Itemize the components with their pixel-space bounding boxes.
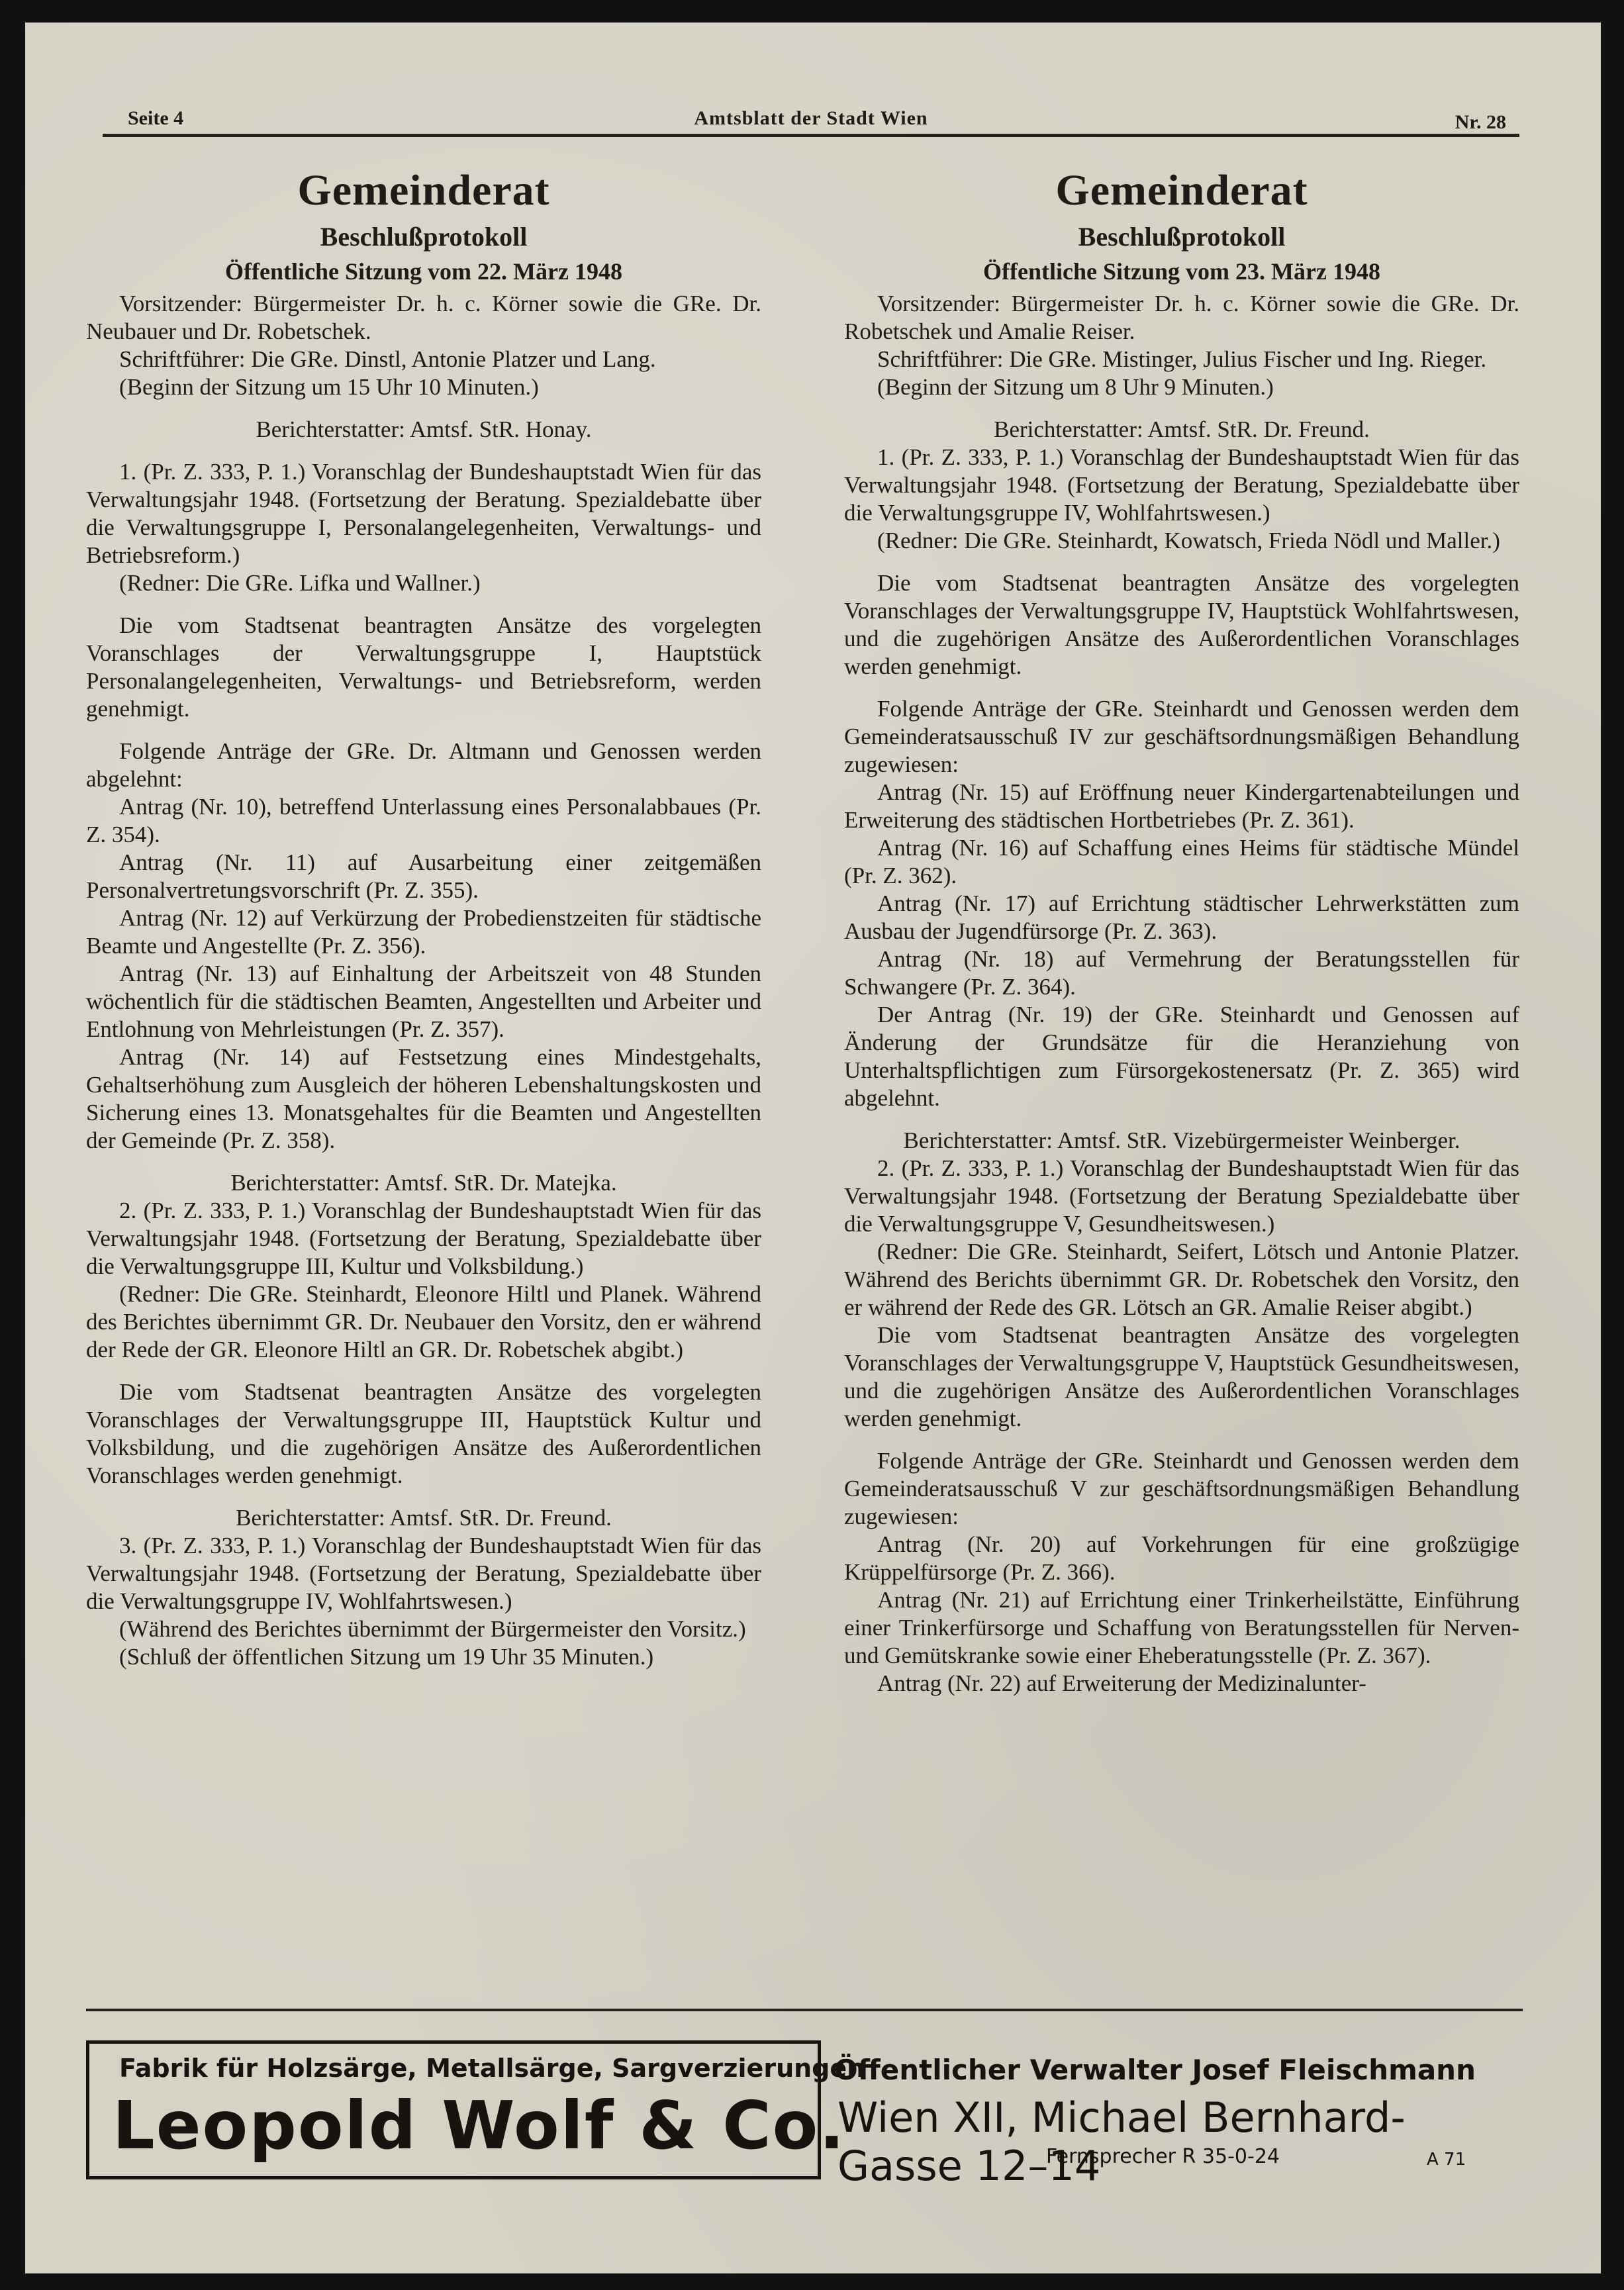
rapporteur-line: Berichterstatter: Amtsf. StR. Dr. Freund. (236, 1505, 612, 1531)
paragraph: (Redner: Die GRe. Steinhardt, Kowatsch, Frieda Nödl und Maller.) (877, 528, 1500, 553)
paragraph: (Redner: Die GRe. Lifka und Wallner.) (119, 570, 481, 596)
ad-phone: Fernsprecher R 35-0-24 (1046, 2145, 1280, 2168)
paragraph: Der Antrag (Nr. 19) der GRe. Steinhardt und Genossen auf Änderung der Grundsätze für die Heranziehung von Unterhaltspflichtigen zum Fürsorgekostenersatz (Pr. Z. 365) wird abgelehnt. (844, 1002, 1519, 1111)
paragraph: (Während des Berichtes übernimmt der Bürgermeister den Vorsitz.) (119, 1616, 746, 1642)
paragraph: (Beginn der Sitzung um 8 Uhr 9 Minuten.) (877, 374, 1274, 400)
paragraph: 3. (Pr. Z. 333, P. 1.) Voranschlag der Bundeshauptstadt Wien für das Verwaltungsjahr 1948. (Fortsetzung der Beratung, Spezialdebatte über die Verwaltungsgruppe IV, Wohlfahrtswesen.) (86, 1533, 761, 1614)
advertisement-rule (86, 2009, 1523, 2011)
session-heading: Öffentliche Sitzung vom 23. März 1948 (983, 258, 1380, 285)
advertisement (86, 2040, 1516, 2190)
ad-company-name: Leopold Wolf & Co. (113, 2087, 846, 2164)
section-title: Gemeinderat (1055, 166, 1308, 215)
paragraph: (Schluß der öffentlichen Sitzung um 19 Uhr 35 Minuten.) (119, 1644, 654, 1670)
ad-address: Wien XII, Michael Bernhard-Gasse 12–14 (837, 2093, 1406, 2190)
rapporteur-line: Berichterstatter: Amtsf. StR. Dr. Freund. (994, 416, 1370, 442)
paragraph: Antrag (Nr. 15) auf Eröffnung neuer Kindergartenabteilungen und Erweiterung des städtischen Hortbetriebes (Pr. Z. 361). (844, 779, 1519, 833)
paragraph: Antrag (Nr. 10), betreffend Unterlassung eines Personalabbaues (Pr. Z. 354). (86, 794, 761, 847)
paragraph: Schriftführer: Die GRe. Dinstl, Antonie Platzer und Lang. (119, 346, 656, 372)
rapporteur-line: Berichterstatter: Amtsf. StR. Dr. Matejka. (230, 1170, 617, 1196)
paragraph: (Beginn der Sitzung um 15 Uhr 10 Minuten.) (119, 374, 539, 400)
rapporteur-line: Berichterstatter: Amtsf. StR. Honay. (256, 416, 592, 442)
right-column (844, 159, 1519, 1697)
paragraph: Antrag (Nr. 11) auf Ausarbeitung einer zeitgemäßen Personalvertretungsvorschrift (Pr. Z. 355). (86, 849, 761, 903)
paragraph: Vorsitzender: Bürgermeister Dr. h. c. Körner sowie die GRe. Dr. Robetschek und Amalie Reiser. (844, 291, 1519, 344)
paragraph: Antrag (Nr. 18) auf Vermehrung der Beratungsstellen für Schwangere (Pr. Z. 364). (844, 946, 1519, 1000)
paragraph: Vorsitzender: Bürgermeister Dr. h. c. Körner sowie die GRe. Dr. Neubauer und Dr. Robetschek. (86, 291, 761, 344)
paragraph: Antrag (Nr. 12) auf Verkürzung der Probedienstzeiten für städtische Beamte und Angestellte (Pr. Z. 356). (86, 905, 761, 959)
paragraph: 2. (Pr. Z. 333, P. 1.) Voranschlag der Bundeshauptstadt Wien für das Verwaltungsjahr 1948. (Fortsetzung der Beratung Spezialdebatte über die Verwaltungsgruppe V, Gesundheitswesen.) (844, 1155, 1519, 1237)
paragraph: Antrag (Nr. 17) auf Errichtung städtischer Lehrwerkstätten zum Ausbau der Jugendfürsorge (Pr. Z. 363). (844, 890, 1519, 944)
paragraph: (Redner: Die GRe. Steinhardt, Seifert, Lötsch und Antonie Platzer. Während des Berichts übernimmt GR. Dr. Robetschek den Vorsitz, den er während der Rede des GR. Lötsch an GR. Amalie Reiser abgibt.) (844, 1239, 1519, 1320)
paragraph: Folgende Anträge der GRe. Steinhardt und Genossen werden dem Gemeinderatsausschuß V zur geschäftsordnungsmäßigen Behandlung zugewiesen: (844, 1448, 1519, 1529)
ad-tagline: Fabrik für Holzsärge, Metallsärge, Sargverzierungen (119, 2054, 865, 2083)
paragraph: Antrag (Nr. 21) auf Errichtung einer Trinkerheilstätte, Einführung einer Trinkerfürsorge und Schaffung von Beratungsstellen für Nerven- und Gemütskranke sowie einer Eheberatungsstelle (Pr. Z. 367). (844, 1587, 1519, 1668)
section-subtitle: Beschlußprotokoll (320, 222, 528, 252)
page-number: Seite 4 (128, 107, 184, 129)
paragraph: Schriftführer: Die GRe. Mistinger, Julius Fischer und Ing. Rieger. (877, 346, 1487, 372)
ad-administrator: Öffentlicher Verwalter Josef Fleischmann (834, 2054, 1476, 2086)
paragraph: Die vom Stadtsenat beantragten Ansätze des vorgelegten Voranschlages der Verwaltungsgruppe V, Hauptstück Gesundheitswesen, und die zugehörigen Ansätze des Außerordentlichen Voranschlages werden genehmigt. (844, 1322, 1519, 1431)
paragraph: Die vom Stadtsenat beantragten Ansätze des vorgelegten Voranschlages der Verwaltungsgruppe III, Hauptstück Kultur und Volksbildung, und die zugehörigen Ansätze des Außerordentlichen Voranschlages werden genehmigt. (86, 1379, 761, 1488)
section-title: Gemeinderat (297, 166, 550, 215)
header-rule (103, 134, 1519, 137)
paragraph: 1. (Pr. Z. 333, P. 1.) Voranschlag der Bundeshauptstadt Wien für das Verwaltungsjahr 1948. (Fortsetzung der Beratung. Spezialdebatte über die Verwaltungsgruppe I, Personalangelegenheiten, Verwaltungs- und Betriebsreform.) (86, 459, 761, 568)
paragraph: Die vom Stadtsenat beantragten Ansätze des vorgelegten Voranschlages der Verwaltungsgruppe I, Hauptstück Personalangelegenheiten, Verwaltungs- und Betriebsreform, werden genehmigt. (86, 612, 761, 722)
paragraph: Folgende Anträge der GRe. Steinhardt und Genossen werden dem Gemeinderatsausschuß IV zur geschäftsordnungsmäßigen Behandlung zugewiesen: (844, 696, 1519, 777)
page-header (103, 99, 1519, 139)
paragraph: Folgende Anträge der GRe. Dr. Altmann und Genossen werden abgelehnt: (86, 738, 761, 792)
publication-title: Amtsblatt der Stadt Wien (694, 107, 928, 129)
ad-code: A 71 (1427, 2150, 1466, 2170)
paragraph: Antrag (Nr. 13) auf Einhaltung der Arbeitszeit von 48 Stunden wöchentlich für die städtischen Beamten, Angestellten und Arbeiter und Entlohnung von Mehrleistungen (Pr. Z. 357). (86, 961, 761, 1042)
section-subtitle: Beschlußprotokoll (1078, 222, 1286, 252)
paragraph: 2. (Pr. Z. 333, P. 1.) Voranschlag der Bundeshauptstadt Wien für das Verwaltungsjahr 1948. (Fortsetzung der Beratung, Spezialdebatte über die Verwaltungsgruppe III, Kultur und Volksbildung.) (86, 1198, 761, 1279)
paragraph: Antrag (Nr. 16) auf Schaffung eines Heims für städtische Mündel (Pr. Z. 362). (844, 835, 1519, 888)
rapporteur-line: Berichterstatter: Amtsf. StR. Vizebürgermeister Weinberger. (903, 1127, 1460, 1153)
paragraph: Die vom Stadtsenat beantragten Ansätze des vorgelegten Voranschlages der Verwaltungsgruppe IV, Hauptstück Wohlfahrtswesen, und die zugehörigen Ansätze des Außerordentlichen Voranschlages werden genehmigt. (844, 570, 1519, 679)
paragraph: Antrag (Nr. 22) auf Erweiterung der Medizinalunter- (877, 1670, 1366, 1696)
left-column (86, 159, 761, 1671)
paragraph: Antrag (Nr. 20) auf Vorkehrungen für eine großzügige Krüppelfürsorge (Pr. Z. 366). (844, 1531, 1519, 1585)
paragraph: Antrag (Nr. 14) auf Festsetzung eines Mindestgehalts, Gehaltserhöhung zum Ausgleich der höheren Lebenshaltungskosten und Sicherung eines 13. Monatsgehaltes für die Beamten und Angestellten der Gemeinde (Pr. Z. 358). (86, 1044, 761, 1153)
paragraph: (Redner: Die GRe. Steinhardt, Eleonore Hiltl und Planek. Während des Berichtes übernimmt GR. Dr. Neubauer den Vorsitz, den er während der Rede der GR. Eleonore Hiltl an GR. Dr. Robetschek abgibt.) (86, 1281, 761, 1362)
session-heading: Öffentliche Sitzung vom 22. März 1948 (225, 258, 622, 285)
paragraph: 1. (Pr. Z. 333, P. 1.) Voranschlag der Bundeshauptstadt Wien für das Verwaltungsjahr 1948. (Fortsetzung der Beratung, Spezialdebatte über die Verwaltungsgruppe IV, Wohlfahrtswesen.) (844, 444, 1519, 526)
issue-number: Nr. 28 (1455, 111, 1506, 133)
